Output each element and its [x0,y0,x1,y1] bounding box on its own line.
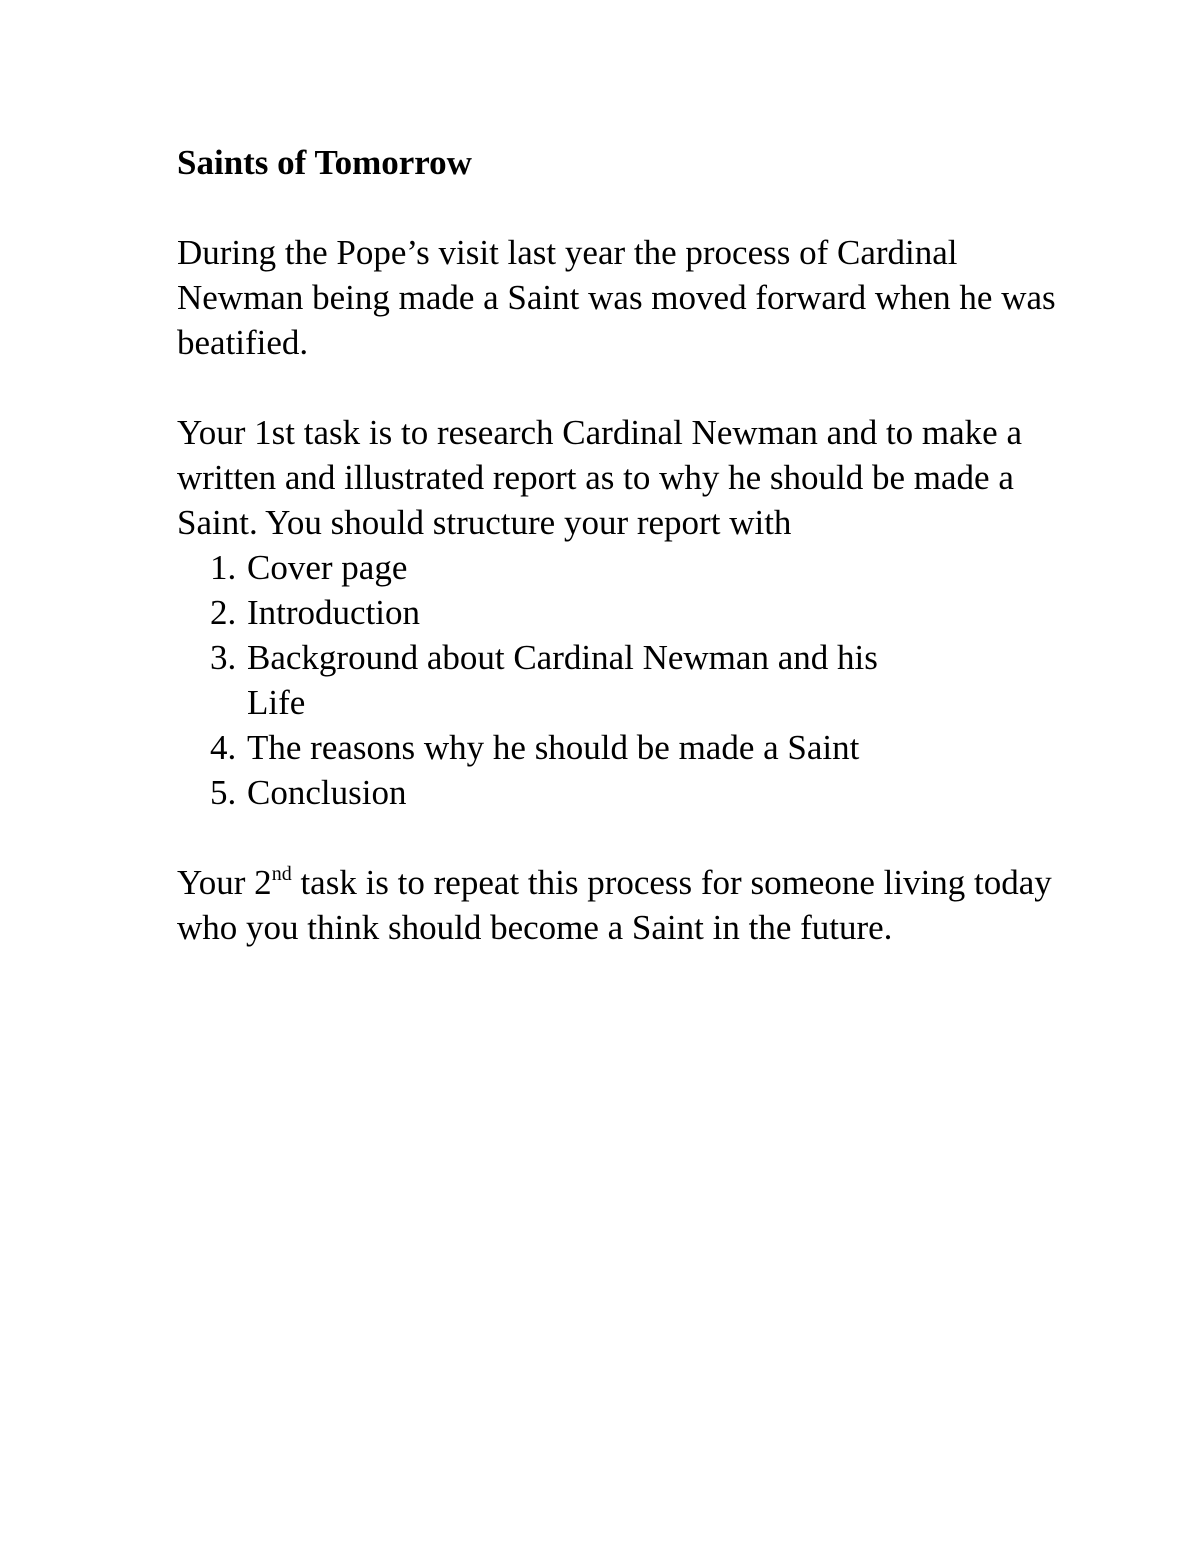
list-item [177,545,1057,590]
list-item-number: 1. [210,548,237,587]
document-title: Saints of Tomorrow [177,143,472,182]
intro-paragraph: During the Pope’s visit last year the process of Cardinal Newman being made a Saint was moved forward when he was beatified. [177,233,1056,362]
list-item [177,770,1057,815]
document-body [177,140,1057,995]
list-item-number: 2. [210,593,237,632]
task-one-paragraph: Your 1st task is to research Cardinal Newman and to make a written and illustrated report as to why he should be made a Saint. You should structure your report with [177,413,1022,542]
task-two-paragraph [177,860,1057,950]
list-item [177,725,1057,770]
task-two-text-start: Your 2 [177,863,272,902]
list-item-number: 3. [210,638,237,677]
list-item [177,635,1057,725]
list-item-number: 4. [210,728,237,767]
list-item-number: 5. [210,773,237,812]
list-item-text: Conclusion [247,773,407,812]
task-two-text-end: task is to repeat this process for someone living today who you think should become a Saint in the future. [177,863,1052,947]
list-item-text: Cover page [247,548,408,587]
list-item [177,590,1057,635]
list-item-text: The reasons why he should be made a Saint [247,728,860,767]
ordinal-superscript: nd [271,863,292,885]
list-item-text: Background about Cardinal Newman and his Life [247,638,878,722]
report-structure-list [177,545,1057,815]
list-item-text: Introduction [247,593,421,632]
